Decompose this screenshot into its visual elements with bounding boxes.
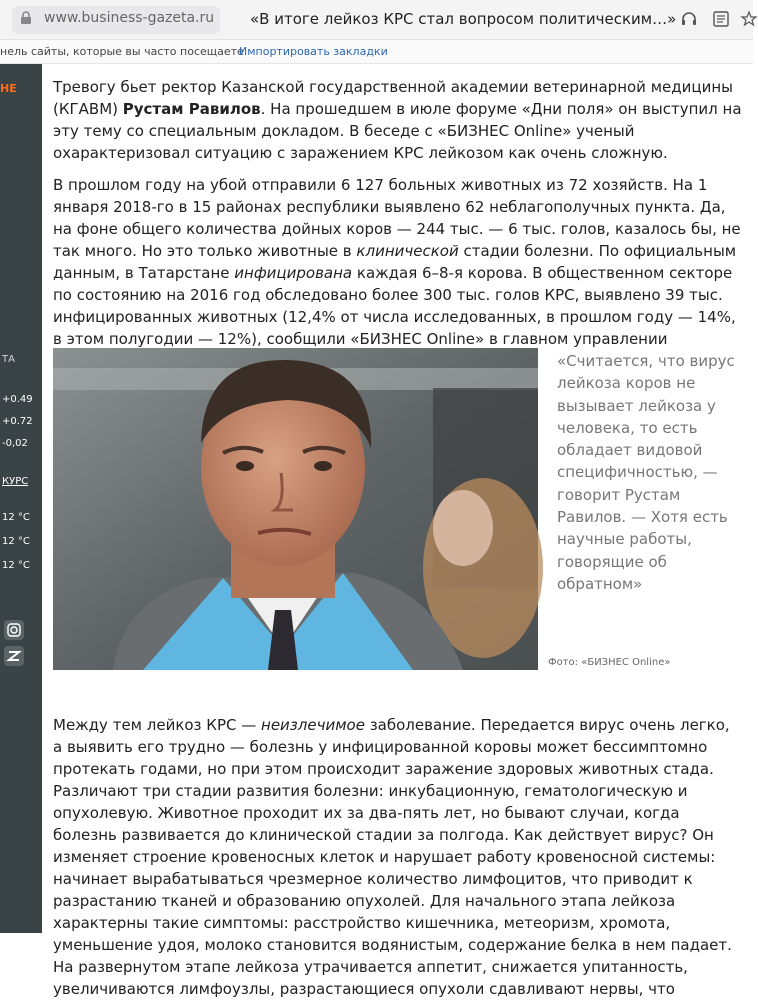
p3-text-b: заболевание. Передается вирус очень легко, а выявить его трудно — болезнь у инфицированной коровы может бессимптомно протекать годами, но при этом происходит заражение здоровых животных стада. Различают три стадии развития болезни: инкубационную, гематологическую и опухолевую. Животное проходит их за два-пять лет, но бывают случаи, когда болезнь развивается до клинической стадии за полгода. Как действует вирус? Он изменяет строение кровеносных клеток и нарушает работу кровеносной системы: начинает вырабатываться чрезмерное количество лимфоцитов, что приводит к разрастанию тканей и образованию опухолей. Для начального этапа лейкоза характерны такие симптомы: расстройство кишечника, метеоризм, хромота, уменьшение удоя, молоко становится водянистым, содержание белка в нем падает. На развернутом этапе лейкоза утрачивается аппетит, снижается упитанность, увеличиваются лимфоузлы, разрастающиеся опухоли сдавливают нервы, что: [53, 716, 732, 998]
headphones-icon[interactable]: [680, 10, 698, 28]
weather-value-3: 12 °C: [2, 560, 30, 571]
pull-quote: «Считается, что вирус лейкоза коров не вызывает лейкоза у человека, то есть обладает видовой специфичностью, — говорит Рустам Равилов. — Хотя есть научные работы, говорящие об обратном»: [557, 352, 735, 593]
article-paragraph-2: [53, 174, 743, 372]
person-name: Рустам Равилов: [122, 100, 261, 118]
article-photo[interactable]: [53, 348, 538, 670]
quote-value-2: +0.72: [2, 416, 33, 427]
reader-mode-icon[interactable]: [712, 10, 730, 28]
site-logo-fragment[interactable]: НЕ: [0, 82, 17, 95]
instagram-icon[interactable]: [4, 620, 24, 640]
p2-emphasis-2: инфицирована: [234, 264, 353, 282]
currency-course-link[interactable]: КУРС: [2, 476, 29, 487]
p1-text-b: . На прошедшем в июле форуме «Дни поля» он выступил на эту тему со специальным докладом. В беседе с «БИЗНЕС Online» ученый охарактеризовал ситуацию с заражением КРС лейкозом как очень сложную.: [53, 100, 742, 162]
p3-emphasis: неизлечимое: [261, 716, 365, 734]
p2-text-b: стадии болезни. По официальным данным, в Татарстане: [53, 242, 737, 282]
article-paragraph-1: [53, 76, 743, 164]
site-sidebar: [0, 64, 42, 933]
portrait-illustration: [53, 348, 538, 670]
zen-icon[interactable]: [4, 646, 24, 666]
bookmark-star-icon[interactable]: [740, 10, 758, 28]
weather-value-1: 12 °C: [2, 512, 30, 523]
page-tab-title: «В итоге лейкоз КРС стал вопросом политическим…»: [250, 10, 677, 28]
p2-text-c: каждая 6–8-я корова. В общественном секторе по состоянию на 2016 год обследовано более 300 тыс. голов КРС, выявлено 39 тыс. инфицированных животных (12,4% от числа исследованных, в прошлом году — 14%, в этом полугодии — 12%), сообщили «БИЗНЕС Online» в главном управлении: [53, 264, 736, 348]
bookmarks-hint: нель сайты, которые вы часто посещаете.: [0, 45, 248, 58]
sidebar-section-label[interactable]: ТА: [2, 354, 15, 365]
weather-value-2: 12 °C: [2, 536, 30, 547]
p1-text-a: Тревогу бьет ректор Казанской государственной академии ветеринарной медицины (КГАВМ): [53, 78, 733, 118]
import-bookmarks-link[interactable]: Импортировать закладки: [239, 45, 388, 58]
p3-text-a: Между тем лейкоз КРС —: [53, 716, 262, 734]
p2-emphasis-1: клинической: [356, 242, 459, 260]
quote-value-1: +0.49: [2, 394, 33, 405]
url-domain[interactable]: www.business-gazeta.ru: [44, 10, 215, 26]
photo-caption: Фото: «БИЗНЕС Online»: [548, 657, 671, 668]
quote-value-3: -0,02: [2, 438, 28, 449]
p2-text-a: В прошлом году на убой отправили 6 127 больных животных из 72 хозяйств. На 1 января 2018-го в 15 районах республики выявлено 62 неблагополучных пункта. Да, на фоне общего количества дойных коров — 244 тыс. — 6 тыс. голов, казалось бы, не так много. Но это только животные в: [53, 176, 741, 260]
browser-toolbar: [0, 0, 753, 40]
article-paragraph-3: [53, 714, 743, 1000]
bookmarks-bar: [0, 40, 753, 64]
lock-icon: [20, 11, 32, 25]
